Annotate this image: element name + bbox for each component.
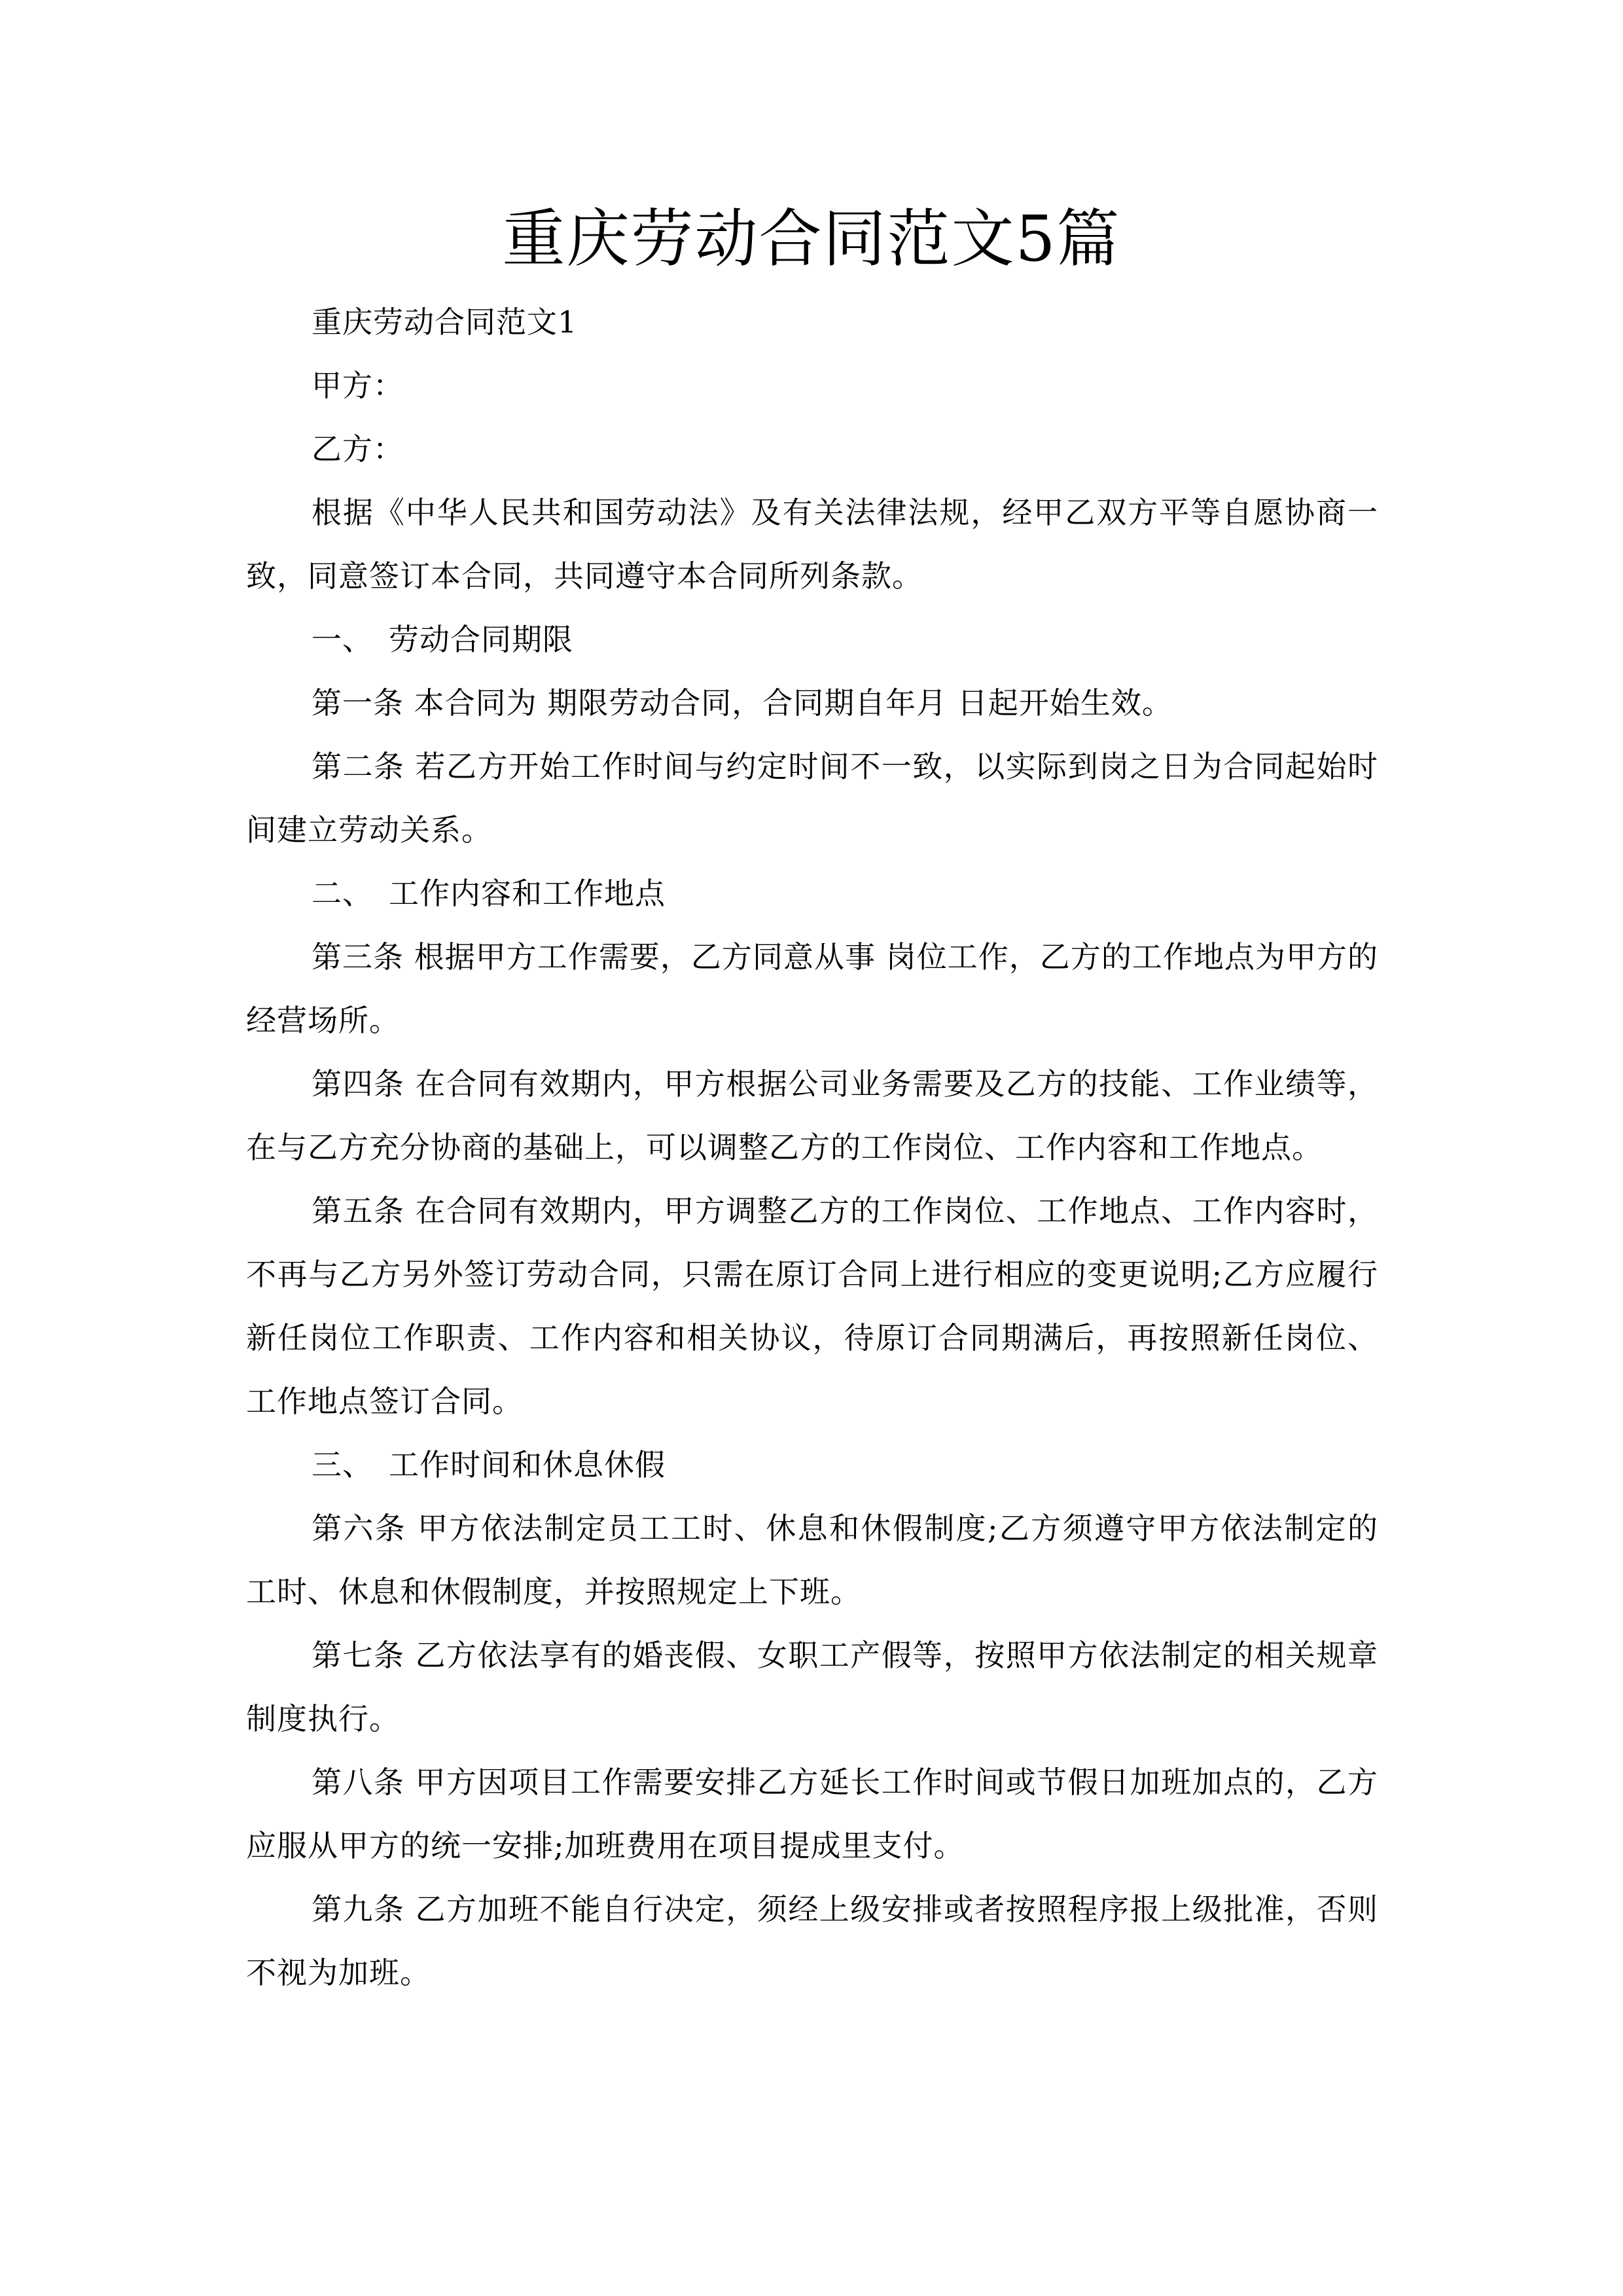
party-a-field: 甲方： bbox=[312, 368, 404, 403]
party-b-field: 乙方： bbox=[312, 431, 404, 467]
clause-4: 第四条 在合同有效期内，甲方根据公司业务需要及乙方的技能、工作业绩等，在与乙方充分协商的基础上，可以调整乙方的工作岗位、工作内容和工作地点。 bbox=[246, 1066, 1378, 1165]
contract-subtitle: 重庆劳动合同范文1 bbox=[312, 304, 578, 340]
clause-9: 第九条 乙方加班不能自行决定，须经上级安排或者按照程序报上级批准，否则不视为加班。 bbox=[246, 1892, 1378, 1990]
clause-5: 第五条 在合同有效期内，甲方调整乙方的工作岗位、工作地点、工作内容时，不再与乙方另外签订劳动合同，只需在原订合同上进行相应的变更说明;乙方应履行新任岗位工作职责、工作内容和相关协议，待原订合同期满后，再按照新任岗位、工作地点签订合同。 bbox=[246, 1193, 1378, 1419]
section-heading-work-hours: 三、 工作时间和休息休假 bbox=[312, 1447, 666, 1482]
clause-3: 第三条 根据甲方工作需要，乙方同意从事 岗位工作，乙方的工作地点为甲方的经营场所。 bbox=[246, 939, 1378, 1038]
clause-8: 第八条 甲方因项目工作需要安排乙方延长工作时间或节假日加班加点的，乙方应服从甲方的统一安排;加班费用在项目提成里支付。 bbox=[246, 1765, 1378, 1863]
section-heading-work-content: 二、 工作内容和工作地点 bbox=[312, 876, 666, 911]
document-title: 重庆劳动合同范文5篇 bbox=[502, 202, 1121, 276]
section-heading-contract-term: 一、 劳动合同期限 bbox=[312, 622, 573, 657]
preamble-paragraph: 根据《中华人民共和国劳动法》及有关法律法规，经甲乙双方平等自愿协商一致，同意签订本合同，共同遵守本合同所列条款。 bbox=[246, 495, 1378, 594]
document-body bbox=[246, 291, 1378, 2005]
clause-7: 第七条 乙方依法享有的婚丧假、女职工产假等，按照甲方依法制定的相关规章制度执行。 bbox=[246, 1638, 1378, 1736]
clause-6: 第六条 甲方依法制定员工工时、休息和休假制度;乙方须遵守甲方依法制定的工时、休息和休假制度，并按照规定上下班。 bbox=[246, 1511, 1378, 1609]
clause-1: 第一条 本合同为 期限劳动合同，合同期自年月 日起开始生效。 bbox=[312, 685, 1173, 721]
clause-2: 第二条 若乙方开始工作时间与约定时间不一致，以实际到岗之日为合同起始时间建立劳动关系。 bbox=[246, 749, 1378, 848]
